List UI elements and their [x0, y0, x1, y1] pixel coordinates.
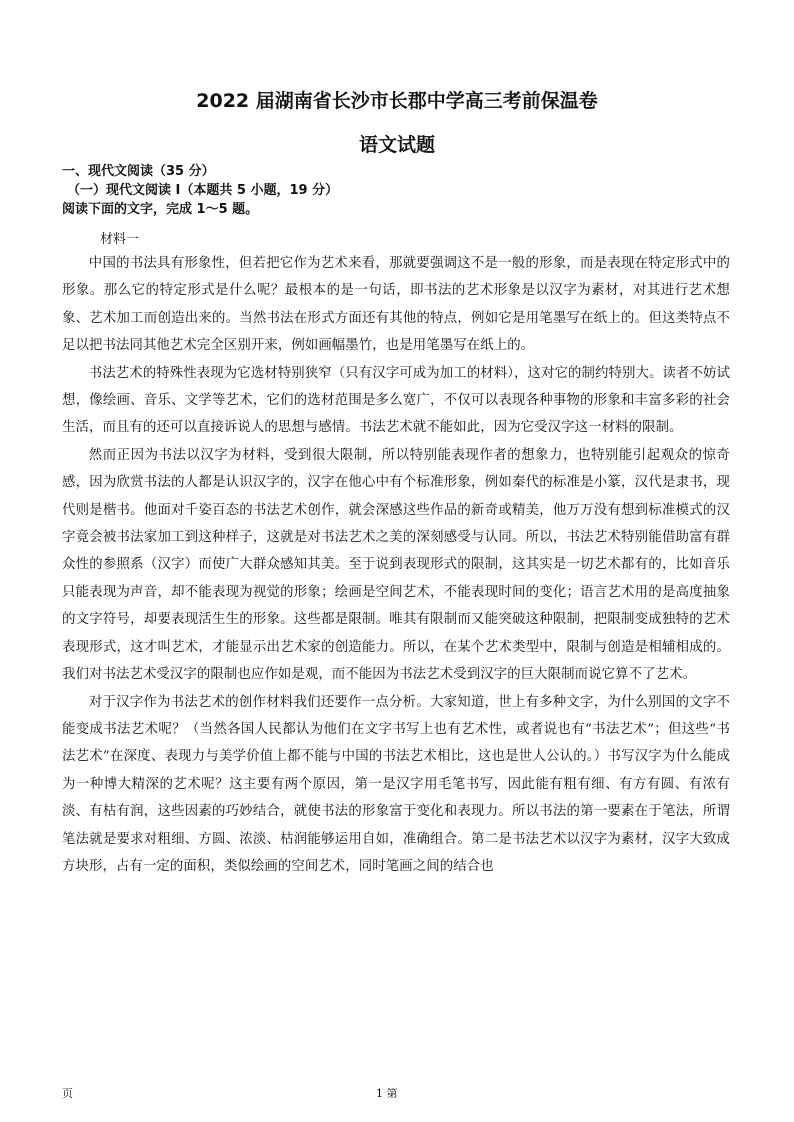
article-body — [62, 250, 730, 880]
paragraph: 书法艺术的特殊性表现为它选材特别狭窄（只有汉字可成为加工的材料），这对它的制约特别大。读者不妨试想，像绘画、音乐、文学等艺术，它们的选材范围是多么宽广，不仅可以表现各种事物的形象和丰富多彩的社会生活，而且有的还可以直接诉说人的思想与感情。书法艺术就不能如此，因为它受汉字这一材料的限制。 — [62, 365, 730, 436]
section-heading: 一、现代文阅读（35 分） — [62, 164, 215, 179]
subsection-heading: （一）现代文阅读 I（本题共 5 小题，19 分） — [67, 183, 339, 198]
document-title: 2022 届湖南省长沙市长郡中学高三考前保温卷 — [196, 90, 598, 112]
document-subtitle: 语文试题 — [358, 134, 435, 156]
paragraph: 然而正因为书法以汉字为材料，受到很大限制，所以特别能表现作者的想象力，也特别能引起观众的惊奇感，因为欣赏书法的人都是认识汉字的，汉字在他心中有个标准形象，例如秦代的标准是小篆，汉代是隶书，现代则是楷书。他面对千姿百态的书法艺术创作，就会深感这些作品的新奇或精美，他万万没有想到标准模式的汉字竟会被书法家加工到这种样子，这就是对书法艺术之美的深刻感受与认同。所以，书法艺术特别能借助富有群众性的参照系（汉字）而使广大群众感知其美。至于说到表现形式的限制，这其实是一切艺术都有的，比如音乐只能表现为声音，却不能表现为视觉的形象；绘画是空间艺术，不能表现时间的变化；语言艺术用的是高度抽象的文字符号，却要表现活生生的形象。这些都是限制。唯其有限制而又能突破这种限制，把限制变成独特的艺术表现形式，这才叫艺术，才能显示出艺术家的创造能力。所以，在某个艺术类型中，限制与创造是相辅相成的。我们对书法艺术受汉字的限制也应作如是观，而不能因为书法艺术受到汉字的巨大限制而说它算不了艺术。 — [62, 447, 730, 683]
paragraph: 中国的书法具有形象性，但若把它作为艺术来看，那就要强调这不是一般的形象，而是表现在特定形式中的形象。那么它的特定形式是什么呢？最根本的是一句话，即书法的艺术形象是以汉字为素材，对其进行艺术想象、艺术加工而创造出来的。当然书法在形式方面还有其他的特点，例如它是用笔墨写在纸上的。但这类特点不足以把书法同其他艺术完全区别开来，例如画幅墨竹，也是用笔墨写在纸上的。 — [62, 256, 730, 354]
paragraph: 对于汉字作为书法艺术的创作材料我们还要作一点分析。大家知道，世上有多种文字，为什么别国的文字不能变成书法艺术呢？（当然各国人民都认为他们在文字书写上也有艺术性，或者说也有“书法艺术”；但这些“书法艺术”在深度、表现力与美学价值上都不能与中国的书法艺术相比，这也是世人公认的。）书写汉字为什么能成为一种博大精深的艺术呢？这主要有两个原因，第一是汉字用毛笔书写，因此能有粗有细、有方有圆、有浓有淡、有枯有润，这些因素的巧妙结合，就使书法的形象富于变化和表现力。所以书法的第一要素在于笔法，所谓笔法就是要求对粗细、方圆、浓淡、枯润能够运用自如，准确组合。第二是书法艺术以汉字为素材，汉字大致成方块形，占有一定的面积，类似绘画的空间艺术，同时笔画之间的结合也 — [62, 694, 730, 874]
footer-page-label: 页 — [62, 1087, 73, 1100]
material-label: 材料一 — [100, 232, 140, 247]
footer-page-number: 1 第 — [376, 1087, 398, 1100]
reading-instruction: 阅读下面的文字，完成 1～5 题。 — [62, 202, 259, 217]
